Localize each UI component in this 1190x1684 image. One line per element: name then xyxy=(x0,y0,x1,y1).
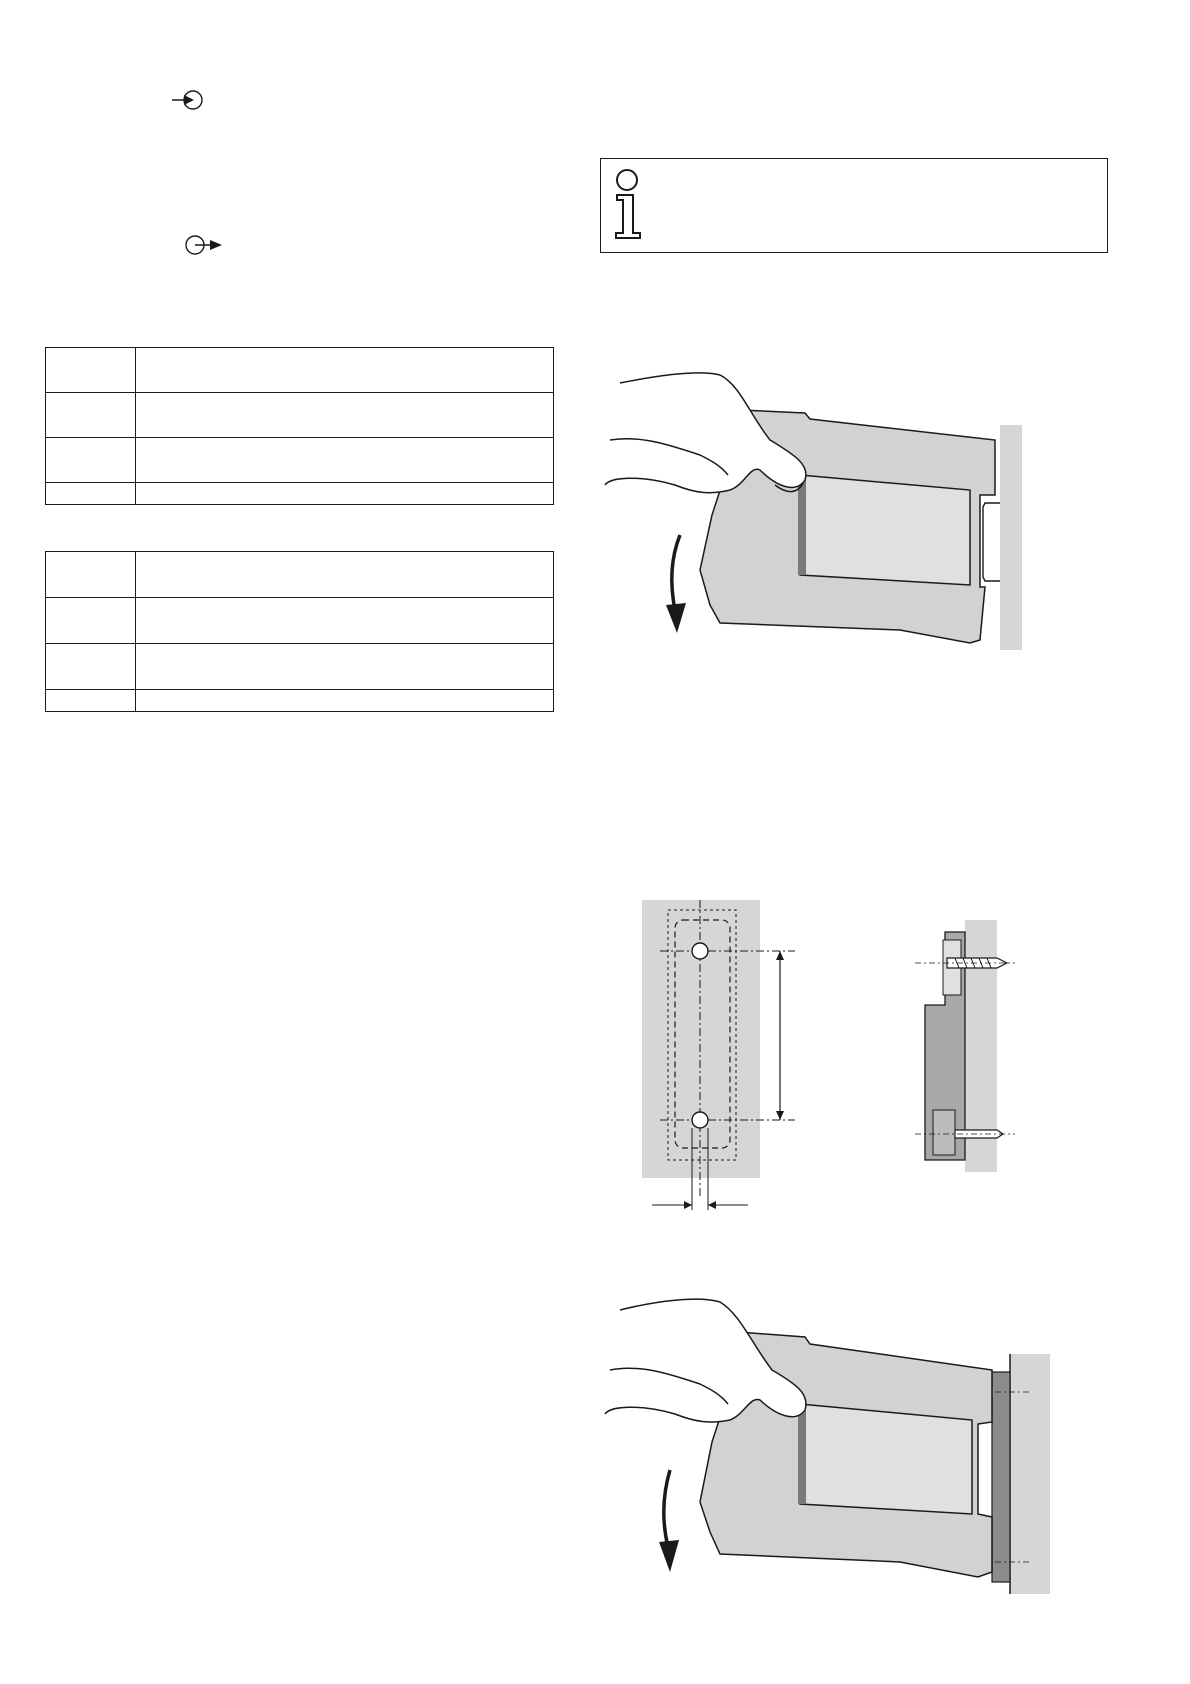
device-front-panel xyxy=(800,1404,972,1514)
drilling-template-illustration xyxy=(640,900,820,1230)
table-1 xyxy=(45,347,554,505)
device-front-panel xyxy=(800,475,970,585)
table-row xyxy=(46,483,554,505)
direction-arrow xyxy=(664,1470,670,1547)
info-note-box xyxy=(600,158,1108,253)
info-icon xyxy=(613,169,647,241)
table-row xyxy=(46,644,554,690)
table-row xyxy=(46,598,554,644)
table-2 xyxy=(45,551,554,712)
mounting-hole xyxy=(692,943,708,959)
screw-mounting-section-illustration xyxy=(915,920,1025,1180)
arrow-out-of-circle-icon xyxy=(185,233,235,257)
mounting-wall xyxy=(1010,1354,1050,1594)
table-row xyxy=(46,348,554,393)
mounting-adapter xyxy=(992,1372,1010,1582)
template-background xyxy=(642,900,760,1178)
direction-arrow xyxy=(672,535,680,610)
table-row xyxy=(46,393,554,438)
table-row xyxy=(46,552,554,598)
table-row xyxy=(46,690,554,712)
mounting-hole xyxy=(692,1112,708,1128)
table-row xyxy=(46,438,554,483)
din-rail xyxy=(983,503,1000,581)
mounting-wall xyxy=(1000,425,1022,650)
din-rail-removal-illustration xyxy=(600,365,1060,655)
screw-mount-removal-illustration xyxy=(600,1292,1060,1602)
arrow-into-circle-icon xyxy=(170,88,210,112)
